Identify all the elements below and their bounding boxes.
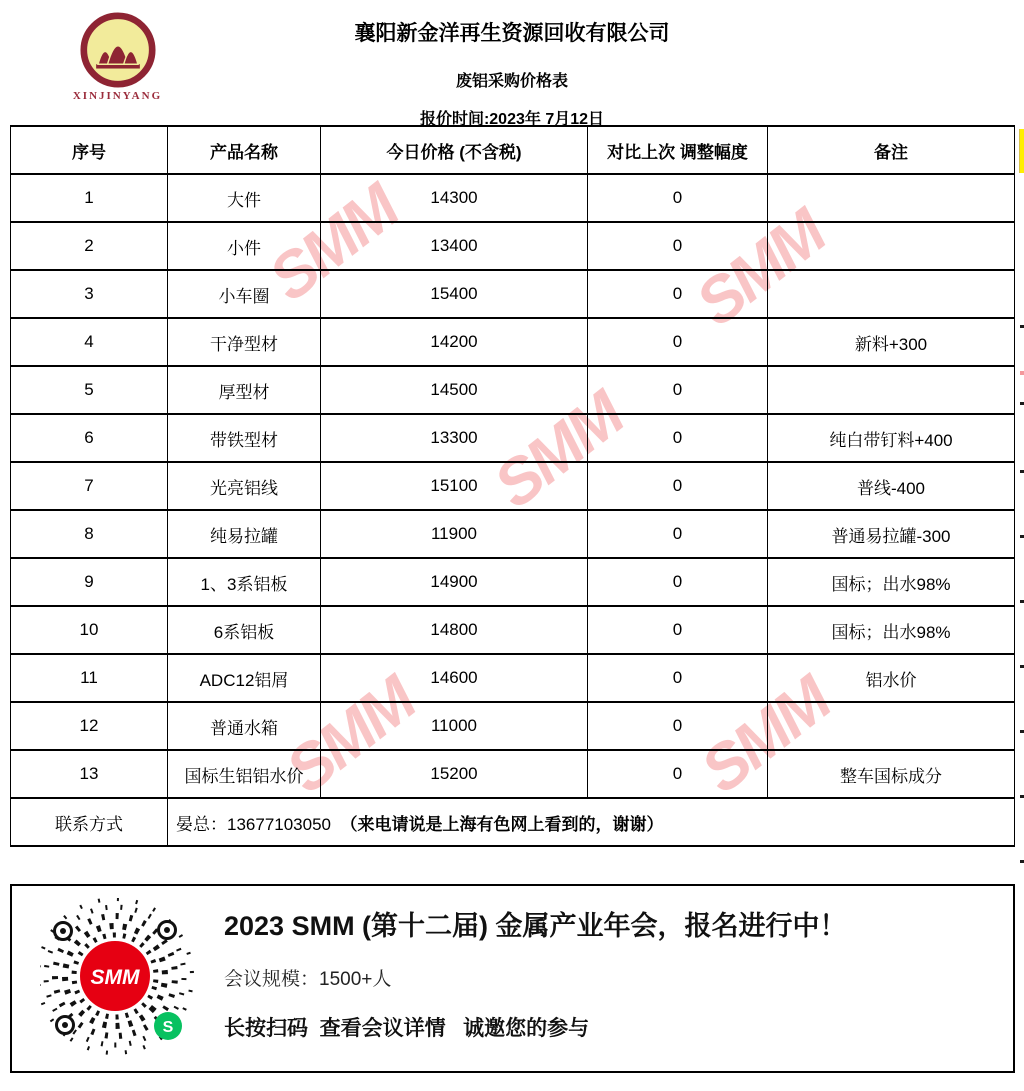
table-row — [11, 222, 1015, 270]
column-header-serial: 序号 — [11, 126, 168, 174]
price-cell: 14800 — [321, 606, 588, 654]
serial-cell: 2 — [11, 222, 168, 270]
price-cell: 14300 — [321, 174, 588, 222]
contact-note: （来电请说是上海有色网上看到的，谢谢） — [340, 814, 664, 834]
contact-label: 联系方式 — [11, 798, 168, 846]
edge-fragment — [1020, 600, 1024, 603]
note-cell — [768, 222, 1015, 270]
product-name-cell: 6系铝板 — [168, 606, 321, 654]
serial-cell: 4 — [11, 318, 168, 366]
edge-fragment — [1020, 371, 1024, 375]
doc-subtitle: 废铝采购价格表 — [455, 73, 568, 90]
promo-banner — [10, 884, 1015, 1073]
table-row — [11, 654, 1015, 702]
table-row — [11, 702, 1015, 750]
edge-fragment — [1020, 860, 1024, 863]
table-row — [11, 414, 1015, 462]
price-cell: 14600 — [321, 654, 588, 702]
serial-cell: 7 — [11, 462, 168, 510]
edge-fragment — [1020, 402, 1024, 405]
change-cell: 0 — [588, 510, 768, 558]
product-name-cell: 大件 — [168, 174, 321, 222]
serial-cell: 1 — [11, 174, 168, 222]
banner-title: 2023 SMM (第十二届) 金属产业年会，报名进行中！ — [224, 911, 847, 941]
wechat-badge-text: S — [162, 1019, 174, 1036]
smm-watermark: SMM — [255, 171, 411, 315]
price-cell: 14200 — [321, 318, 588, 366]
note-cell: 整车国标成分 — [768, 750, 1015, 798]
note-cell — [768, 366, 1015, 414]
edge-yellow-fragment — [1019, 129, 1024, 173]
change-cell: 0 — [588, 654, 768, 702]
edge-fragment — [1020, 535, 1024, 538]
column-header-note: 备注 — [768, 126, 1015, 174]
title-block — [0, 0, 1024, 129]
edge-fragment — [1020, 325, 1024, 328]
change-cell: 0 — [588, 366, 768, 414]
product-name-cell: 小车圈 — [168, 270, 321, 318]
banner-text — [224, 886, 1004, 1042]
table-row — [11, 510, 1015, 558]
change-cell: 0 — [588, 462, 768, 510]
serial-cell: 8 — [11, 510, 168, 558]
note-cell: 国标；出水98% — [768, 606, 1015, 654]
product-name-cell: 1、3系铝板 — [168, 558, 321, 606]
product-name-cell: 小件 — [168, 222, 321, 270]
price-cell: 14900 — [321, 558, 588, 606]
table-row — [11, 270, 1015, 318]
note-cell: 新料+300 — [768, 318, 1015, 366]
note-cell: 普线-400 — [768, 462, 1015, 510]
change-cell: 0 — [588, 270, 768, 318]
edge-fragment — [1020, 470, 1024, 473]
column-header-change: 对比上次 调整幅度 — [588, 126, 768, 174]
edge-fragment — [1020, 795, 1024, 798]
smm-watermark: SMM — [682, 196, 838, 340]
price-cell: 15400 — [321, 270, 588, 318]
note-cell: 纯白带钉料+400 — [768, 414, 1015, 462]
serial-cell: 3 — [11, 270, 168, 318]
price-cell: 11900 — [321, 510, 588, 558]
contact-row — [11, 798, 1015, 846]
serial-cell: 10 — [11, 606, 168, 654]
contact-value — [168, 798, 1015, 846]
table-row — [11, 750, 1015, 798]
price-cell: 14500 — [321, 366, 588, 414]
table-row — [11, 606, 1015, 654]
serial-cell: 13 — [11, 750, 168, 798]
note-cell — [768, 270, 1015, 318]
price-cell: 13400 — [321, 222, 588, 270]
product-name-cell: 国标生铝铝水价 — [168, 750, 321, 798]
product-name-cell: 光亮铝线 — [168, 462, 321, 510]
table-row — [11, 558, 1015, 606]
product-name-cell: 干净型材 — [168, 318, 321, 366]
serial-cell: 5 — [11, 366, 168, 414]
serial-cell: 11 — [11, 654, 168, 702]
column-header-price: 今日价格 (不含税) — [321, 126, 588, 174]
price-cell: 15200 — [321, 750, 588, 798]
price-cell: 11000 — [321, 702, 588, 750]
note-cell: 铝水价 — [768, 654, 1015, 702]
table-row — [11, 462, 1015, 510]
quote-date: 报价时间:2023年 7月12日 — [419, 111, 605, 128]
wechat-miniprogram-badge-icon — [154, 1012, 182, 1040]
table-row — [11, 366, 1015, 414]
note-cell — [768, 174, 1015, 222]
company-name: 襄阳新金洋再生资源回收有限公司 — [354, 22, 670, 45]
smm-watermark: SMM — [480, 378, 636, 522]
table-header-row — [11, 126, 1015, 174]
qr-eye-icon — [55, 923, 72, 940]
product-name-cell: 纯易拉罐 — [168, 510, 321, 558]
product-name-cell: ADC12铝屑 — [168, 654, 321, 702]
change-cell: 0 — [588, 414, 768, 462]
change-cell: 0 — [588, 750, 768, 798]
smm-logo-text: SMM — [90, 966, 140, 989]
table-row — [11, 318, 1015, 366]
product-name-cell: 普通水箱 — [168, 702, 321, 750]
column-header-product: 产品名称 — [168, 126, 321, 174]
change-cell: 0 — [588, 174, 768, 222]
serial-cell: 6 — [11, 414, 168, 462]
change-cell: 0 — [588, 606, 768, 654]
edge-fragment — [1020, 665, 1024, 668]
banner-cta: 长按扫码 查看会议详情 诚邀您的参与 — [224, 1017, 590, 1040]
smm-logo-badge — [80, 941, 150, 1011]
product-name-cell: 厚型材 — [168, 366, 321, 414]
change-cell: 0 — [588, 558, 768, 606]
change-cell: 0 — [588, 222, 768, 270]
price-table — [10, 125, 1015, 847]
qr-eye-icon — [57, 1017, 74, 1034]
smm-watermark: SMM — [687, 663, 843, 807]
change-cell: 0 — [588, 702, 768, 750]
sheet-header — [0, 0, 1024, 128]
price-cell: 15100 — [321, 462, 588, 510]
note-cell: 国标；出水98% — [768, 558, 1015, 606]
contact-phone: 晏总：13677103050 — [176, 814, 341, 834]
serial-cell: 9 — [11, 558, 168, 606]
qr-eye-icon — [159, 922, 176, 939]
note-cell: 普通易拉罐-300 — [768, 510, 1015, 558]
product-name-cell: 带铁型材 — [168, 414, 321, 462]
table-row — [11, 174, 1015, 222]
change-cell: 0 — [588, 318, 768, 366]
serial-cell: 12 — [11, 702, 168, 750]
smm-watermark: SMM — [272, 663, 428, 807]
banner-scale: 会议规模：1500+人 — [224, 969, 392, 990]
edge-fragment — [1020, 730, 1024, 733]
logo-caption: XINJINYANG — [72, 90, 163, 102]
qr-code-icon — [40, 898, 200, 1058]
note-cell — [768, 702, 1015, 750]
price-cell: 13300 — [321, 414, 588, 462]
